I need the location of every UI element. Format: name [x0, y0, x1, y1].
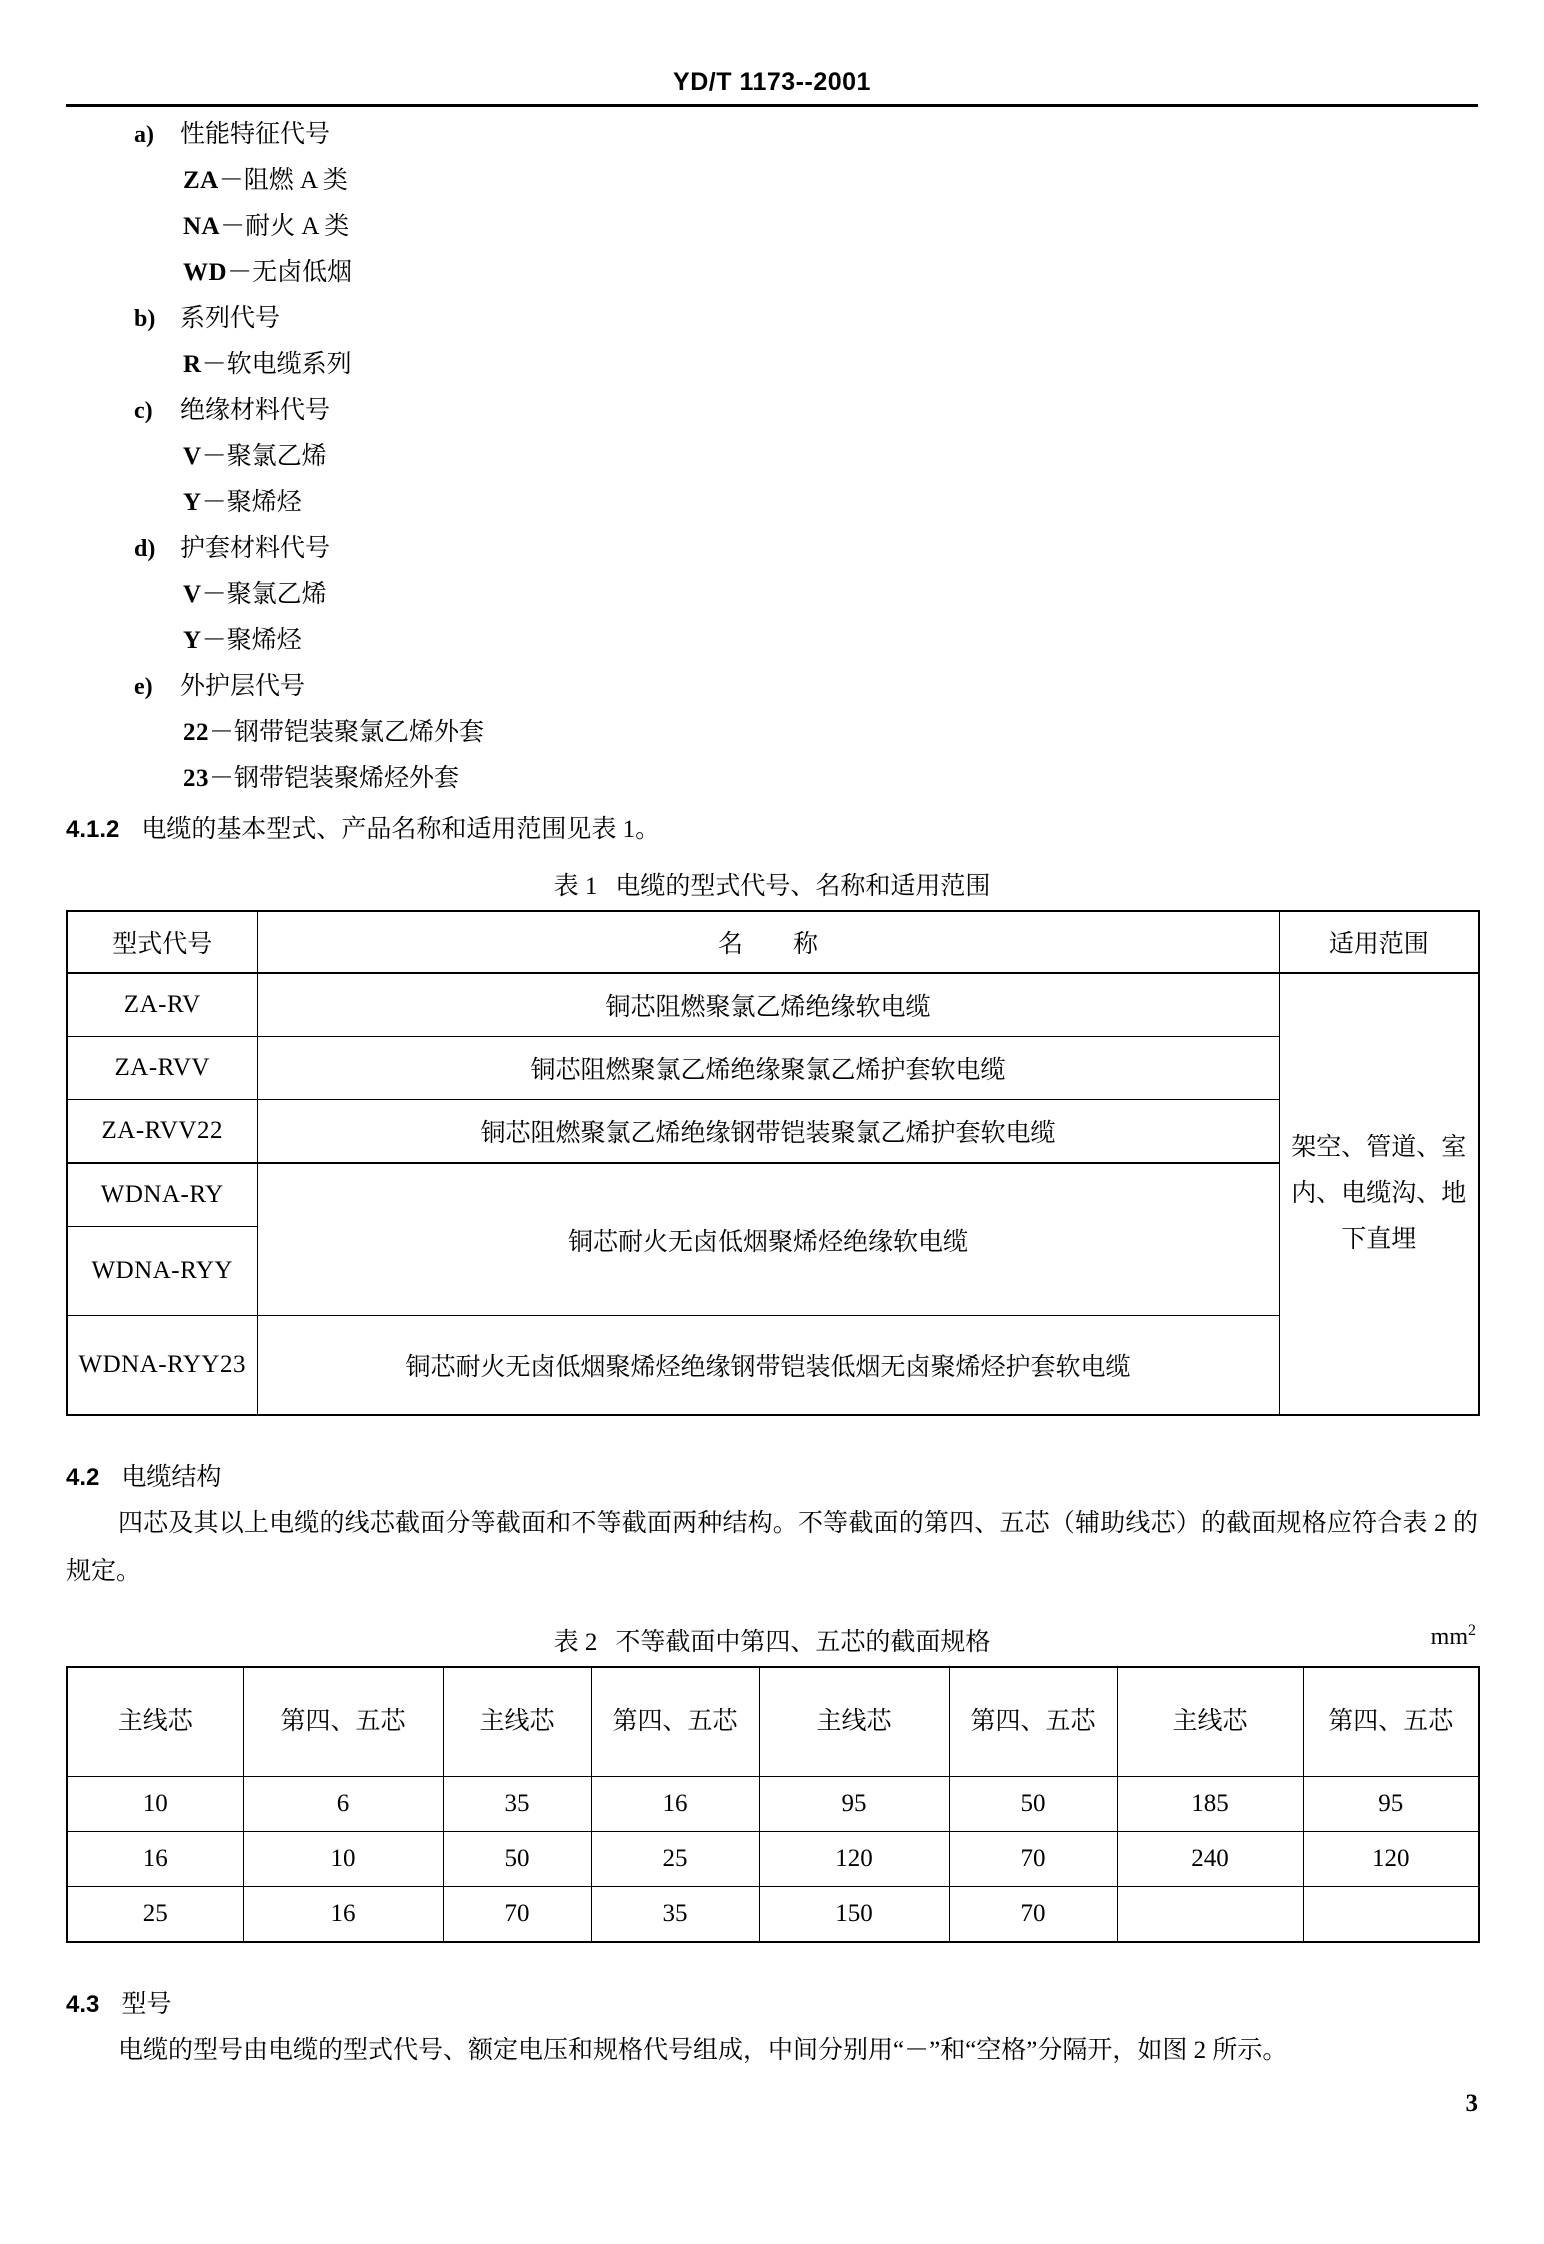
list-sub-item [183, 618, 1478, 664]
clause-4-3-number: 4.3 [66, 1991, 100, 2018]
list-item-label: 外护层代号 [180, 673, 306, 700]
table1-header-name: 名 称 [257, 911, 1279, 973]
table1-caption [66, 866, 1478, 902]
table2-header-cell: 主线芯 [67, 1667, 243, 1777]
header-divider-rule [66, 104, 1478, 107]
list-sub-item-code: R [183, 351, 202, 378]
list-sub-item-dash: － [220, 213, 246, 240]
table2-cell: 95 [1303, 1777, 1479, 1832]
list-item-label: 绝缘材料代号 [180, 397, 331, 424]
table1-header-scope: 适用范围 [1279, 911, 1479, 973]
list-sub-item-dash: － [201, 351, 227, 378]
list-sub-item-text: 聚烯烃 [226, 489, 302, 516]
clause-4-1-2-text: 电缆的基本型式、产品名称和适用范围见表 1。 [141, 816, 661, 843]
table-row [67, 1887, 1479, 1943]
table2-cell: 70 [949, 1832, 1117, 1887]
table2-unit-base: mm [1430, 1624, 1468, 1650]
list-sub-item [183, 250, 1478, 296]
table2-header-cell: 主线芯 [443, 1667, 591, 1777]
list-sub-item [183, 572, 1478, 618]
table-row [67, 911, 1479, 973]
clause-4-3-paragraph: 电缆的型号由电缆的型式代号、额定电压和规格代号组成，中间分别用“－”和“空格”分隔开，如图 2 所示。 [118, 2037, 1288, 2064]
table1-name-3: 铜芯耐火无卤低烟聚烯烃绝缘软电缆 [257, 1163, 1279, 1316]
clause-4-3-title: 型号 [121, 1991, 172, 2018]
list-sub-item-dash: － [218, 167, 244, 194]
table2-caption-number: 表 2 [553, 1629, 598, 1656]
table2-cell: 10 [67, 1777, 243, 1832]
table2-cell: 150 [759, 1887, 949, 1943]
table1-code-5: WDNA-RYY23 [67, 1316, 257, 1416]
table2-cell: 50 [443, 1832, 591, 1887]
list-sub-item-code: WD [183, 259, 228, 286]
table2-cell: 50 [949, 1777, 1117, 1832]
table2-cell: 70 [949, 1887, 1117, 1943]
document-body [66, 112, 1478, 2075]
list-sub-item-code: V [183, 443, 202, 470]
table-row [67, 973, 1479, 1037]
table2-cell: 25 [591, 1832, 759, 1887]
table2-cell: 120 [759, 1832, 949, 1887]
list-sub-item [183, 756, 1478, 802]
table2-unit-exponent: 2 [1468, 1622, 1476, 1639]
list-sub-item-text: 钢带铠装聚烯烃外套 [234, 765, 460, 792]
table1-caption-text: 电缆的型式代号、名称和适用范围 [615, 873, 991, 900]
list-sub-item [183, 434, 1478, 480]
clause-4-3-heading [66, 1983, 1478, 2027]
clause-4-2-heading [66, 1456, 1478, 1500]
table1-name-0: 铜芯阻燃聚氯乙烯绝缘软电缆 [257, 973, 1279, 1037]
list-item-label: 系列代号 [180, 305, 281, 332]
table1-code-3: WDNA-RY [67, 1163, 257, 1227]
table2-cell: 70 [443, 1887, 591, 1943]
table2-header-cell: 第四、五芯 [243, 1667, 443, 1777]
table2-caption-text: 不等截面中第四、五芯的截面规格 [615, 1629, 991, 1656]
table-row [67, 1832, 1479, 1887]
table-row [67, 1667, 1479, 1777]
clause-4-2-paragraph: 四芯及其以上电缆的线芯截面分等截面和不等截面两种结构。不等截面的第四、五芯（辅助线芯）的截面规格应符合表 2 的规定。 [66, 1510, 1478, 1585]
list-sub-item-dash: － [201, 581, 227, 608]
list-sub-item [183, 710, 1478, 756]
table2-cell: 35 [443, 1777, 591, 1832]
table2-cell: 240 [1117, 1832, 1303, 1887]
list-sub-item-text: 聚氯乙烯 [226, 581, 327, 608]
list-sub-item-text: 阻燃 A 类 [243, 167, 348, 194]
list-sub-item-code: Y [183, 489, 202, 516]
table2-header-cell: 主线芯 [759, 1667, 949, 1777]
list-sub-item [183, 342, 1478, 388]
list-item-marker: b) [134, 306, 156, 332]
table2-cell: 25 [67, 1887, 243, 1943]
list-sub-item-code: V [183, 581, 202, 608]
table2-cell: 6 [243, 1777, 443, 1832]
list-sub-item [183, 480, 1478, 526]
list-sub-item [183, 204, 1478, 250]
table1-code-2: ZA-RVV22 [67, 1100, 257, 1164]
page-number: 3 [1465, 2090, 1478, 2117]
table2-unit [1431, 1622, 1476, 1651]
list-item [134, 388, 1478, 434]
page-header-standard-number: YD/T 1173--2001 [673, 68, 871, 96]
list-sub-item-text: 耐火 A 类 [245, 213, 350, 240]
table2-cell: 185 [1117, 1777, 1303, 1832]
table1-caption-number: 表 1 [553, 873, 598, 900]
list-item [134, 112, 1478, 158]
table1-code-0: ZA-RV [67, 973, 257, 1037]
table2-cell: 16 [243, 1887, 443, 1943]
list-item-marker: e) [134, 674, 153, 700]
table2-cell [1117, 1887, 1303, 1943]
clause-4-2-number: 4.2 [66, 1464, 100, 1491]
table-2-cross-sections [66, 1666, 1480, 1943]
list-sub-item-code: Y [183, 627, 202, 654]
list-item [134, 526, 1478, 572]
list-item-marker: c) [134, 398, 153, 424]
table2-cell: 35 [591, 1887, 759, 1943]
table-row [67, 1316, 1479, 1416]
clause-4-1-2 [66, 808, 1478, 852]
table2-cell [1303, 1887, 1479, 1943]
table2-header-cell: 第四、五芯 [591, 1667, 759, 1777]
list-sub-item-dash: － [209, 765, 235, 792]
list-sub-item-text: 软电缆系列 [226, 351, 352, 378]
list-item-marker: a) [134, 122, 154, 148]
table1-name-5: 铜芯耐火无卤低烟聚烯烃绝缘钢带铠装低烟无卤聚烯烃护套软电缆 [257, 1316, 1279, 1416]
list-sub-item-dash: － [201, 627, 227, 654]
table-1-cable-types [66, 910, 1480, 1416]
list-item-label: 护套材料代号 [180, 535, 331, 562]
list-item [134, 664, 1478, 710]
list-sub-item-text: 无卤低烟 [252, 259, 353, 286]
code-designation-list [66, 112, 1478, 802]
table2-header-cell: 第四、五芯 [1303, 1667, 1479, 1777]
list-sub-item-dash: － [227, 259, 253, 286]
table2-cell: 95 [759, 1777, 949, 1832]
list-item-marker: d) [134, 536, 156, 562]
list-sub-item-text: 聚氯乙烯 [226, 443, 327, 470]
table-row [67, 1100, 1479, 1164]
list-sub-item-code: ZA [183, 167, 219, 194]
table2-caption [66, 1622, 1478, 1658]
table1-header-code: 型式代号 [67, 911, 257, 973]
table-row [67, 1777, 1479, 1832]
list-sub-item [183, 158, 1478, 204]
table2-cell: 16 [591, 1777, 759, 1832]
table-row [67, 1037, 1479, 1100]
table1-name-1: 铜芯阻燃聚氯乙烯绝缘聚氯乙烯护套软电缆 [257, 1037, 1279, 1100]
table1-code-4: WDNA-RYY [67, 1227, 257, 1316]
table2-cell: 120 [1303, 1832, 1479, 1887]
clause-4-2-title: 电缆结构 [121, 1464, 222, 1491]
list-sub-item-code: 22 [183, 719, 209, 746]
table2-header-cell: 主线芯 [1117, 1667, 1303, 1777]
table1-name-2: 铜芯阻燃聚氯乙烯绝缘钢带铠装聚氯乙烯护套软电缆 [257, 1100, 1279, 1164]
table2-header-cell: 第四、五芯 [949, 1667, 1117, 1777]
list-sub-item-code: 23 [183, 765, 209, 792]
table1-code-1: ZA-RVV [67, 1037, 257, 1100]
table2-cell: 16 [67, 1832, 243, 1887]
table2-cell: 10 [243, 1832, 443, 1887]
list-sub-item-code: NA [183, 213, 221, 240]
list-sub-item-dash: － [209, 719, 235, 746]
list-item-label: 性能特征代号 [180, 121, 331, 148]
list-sub-item-text: 聚烯烃 [226, 627, 302, 654]
list-sub-item-dash: － [201, 443, 227, 470]
list-sub-item-dash: － [201, 489, 227, 516]
list-sub-item-text: 钢带铠装聚氯乙烯外套 [234, 719, 485, 746]
list-item [134, 296, 1478, 342]
table-row [67, 1163, 1479, 1227]
table1-scope-cell: 架空、管道、室内、电缆沟、地下直埋 [1279, 973, 1479, 1415]
clause-4-1-2-number: 4.1.2 [66, 816, 120, 843]
